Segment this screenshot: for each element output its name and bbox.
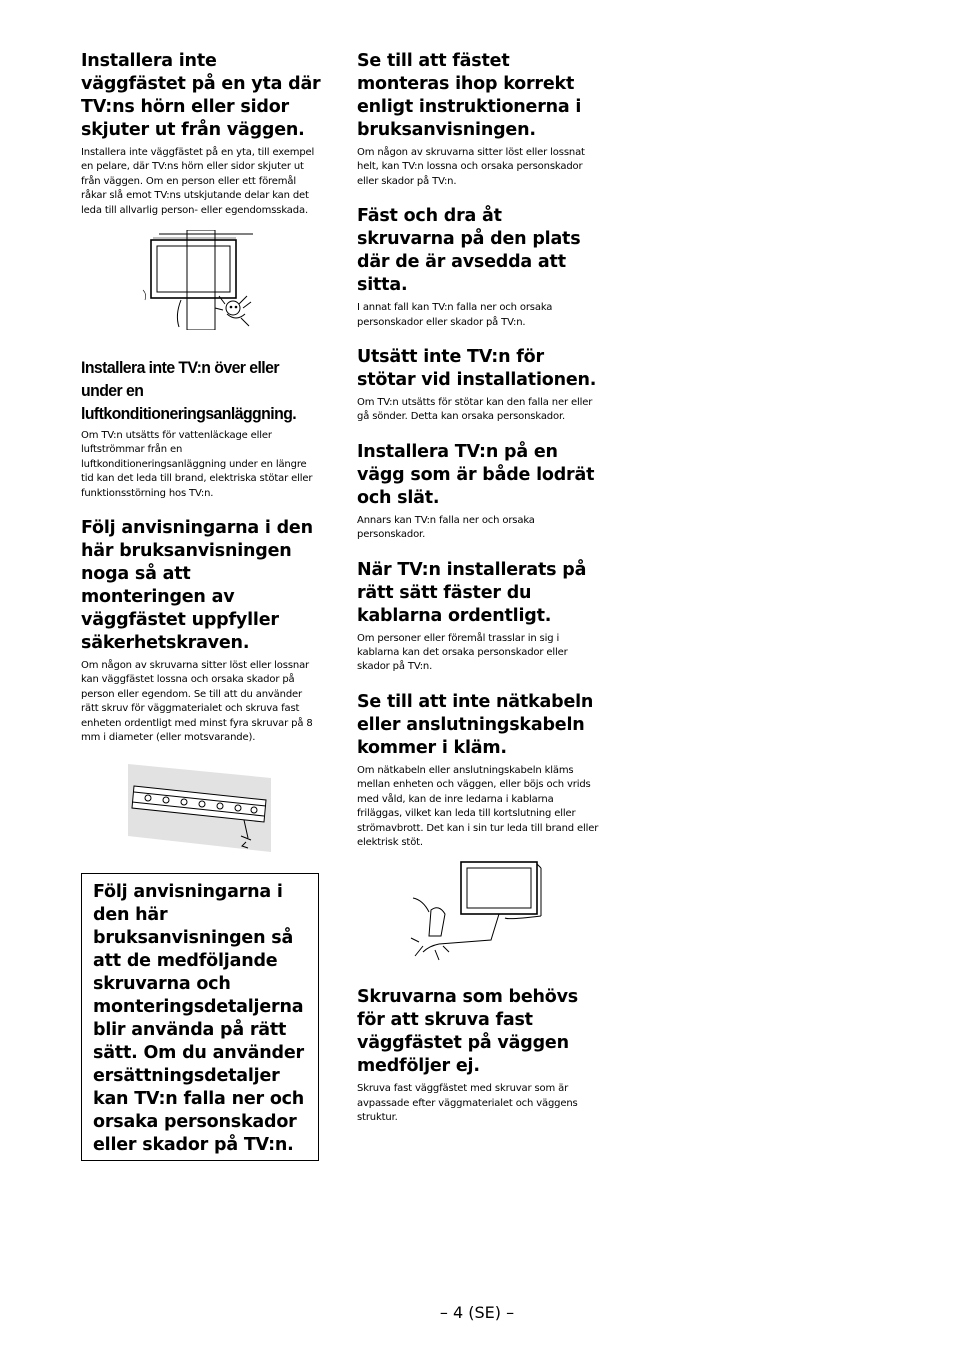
- section-heading: Se till att inte nätkabeln eller anslutningskabeln kommer i kläm.: [357, 691, 594, 758]
- section-heading: Se till att fästet monteras ihop korrekt enligt instruktionerna i bruksanvisningen.: [357, 51, 582, 140]
- section-air-conditioner: [81, 356, 321, 501]
- page-number-text: – 4 (SE) –: [439, 1303, 515, 1322]
- section-heading: Skruvarna som behövs för att skruva fast väggfästet på väggen medföljer ej.: [357, 987, 579, 1077]
- section-heading: Följ anvisningarna i den här bruksanvisningen noga så att monteringen av väggfästet uppfyller säkerhetskraven.: [81, 518, 313, 654]
- section-text: Om TV:n utsätts för stötar kan den falla ner eller gå sönder. Detta kan orsaka personskador.: [357, 397, 593, 423]
- section-heading: Fäst och dra åt skruvarna på den plats där de är avsedda att sitta.: [357, 206, 581, 296]
- section-text: Skruva fast väggfästet med skruvar som är avpassade efter väggmaterialet och väggens struktur.: [357, 1083, 578, 1124]
- section-fasten-screws: [357, 205, 599, 330]
- wall-bracket-illustration: [126, 762, 276, 854]
- section-text: I annat fall kan TV:n falla ner och orsaka personskador eller skador på TV:n.: [357, 302, 553, 328]
- section-heading: Utsätt inte TV:n för stötar vid installationen.: [357, 347, 597, 391]
- section-text: Om TV:n utsätts för vattenläckage eller luftströmmar från en luftkonditioneringsanläggning under en längre tid kan det leda till brand, elektriska stötar eller funktionsstörning hos TV:n.: [81, 430, 313, 499]
- section-secure-cables: [357, 559, 599, 675]
- section-avoid-impacts: [357, 346, 599, 425]
- section-text: Om någon av skruvarna sitter löst eller lossnar kan väggfästet lossna och orsaka skador på person eller egendom. Se till att du använder rätt skruv för väggmaterialet och skruva fast enheten ordentligt med minst fyra skruvar på 8 mm i diameter (eller motsvarande).: [81, 660, 313, 744]
- tv-pillar-illustration: [141, 230, 266, 330]
- section-heading: Installera TV:n på en vägg som är både lodrät och slät.: [357, 441, 595, 508]
- section-text: Om personer eller föremål trasslar in sig i kablarna kan det orsaka personskador eller skador på TV:n.: [357, 632, 568, 673]
- section-text: Installera inte väggfästet på en yta, till exempel en pelare, där TV:ns hörn eller sidor skjuter ut från väggen. Om en person eller ett föremål råkar slå emot TV:ns utskjutande delar kan det leda till allvarlig person- eller egendomsskada.: [81, 147, 315, 216]
- section-text: Om någon av skruvarna sitter löst eller lossnat helt, kan TV:n lossna och orsaka personskador eller skador på TV:n.: [357, 147, 585, 187]
- section-corner-protrusion: [81, 50, 321, 218]
- section-assemble-correctly: [357, 50, 599, 189]
- section-heading: Installera inte TV:n över eller under en luftkonditioneringsanläggning.: [81, 358, 297, 424]
- section-screws-not-included: [357, 986, 599, 1125]
- section-heading: Installera inte väggfästet på en yta där TV:ns hörn eller sidor skjuter ut från väggen.: [81, 51, 321, 140]
- section-follow-instructions: [81, 517, 321, 745]
- section-cable-pinch: [357, 691, 599, 850]
- section-vertical-wall: [357, 441, 599, 543]
- notice-text: Följ anvisningarna i den här bruksanvisningen så att de medföljande skruvarna och monteringsdetaljerna blir använda på rätt sätt. Om du använder ersättningsdetaljer kan TV:n falla ner och orsaka personskador eller skador på TV:n.: [93, 882, 305, 1155]
- section-heading: När TV:n installerats på rätt sätt fäster du kablarna ordentligt.: [357, 559, 587, 626]
- tv-cable-pinch-illustration: [409, 860, 544, 964]
- page-number: [0, 1303, 954, 1322]
- section-text: Om nätkabeln eller anslutningskabeln kläms mellan enheten och väggen, eller böjs och vrids med våld, kan de inre ledarna i kablarna friläggas, vilket kan leda till kortslutning eller strömavbrott. Det kan i sin tur leda till brand eller elektrisk stöt.: [357, 764, 599, 848]
- section-text: Annars kan TV:n falla ner och orsaka personskador.: [357, 514, 535, 541]
- right-column: [357, 50, 599, 1142]
- left-column: [81, 50, 321, 870]
- notice-box: [81, 873, 319, 1161]
